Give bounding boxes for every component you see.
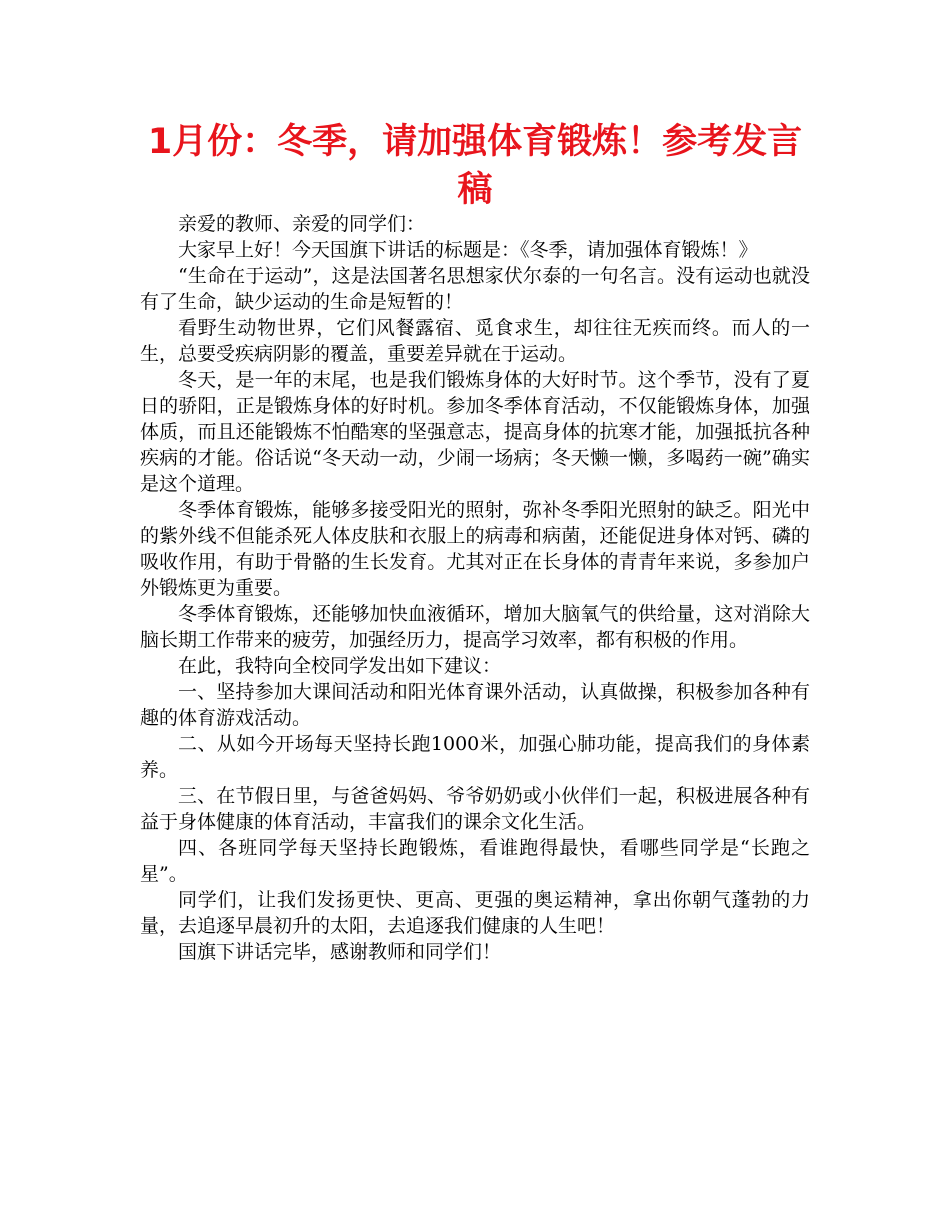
greeting-paragraph: 亲爱的教师、亲爱的同学们： — [178, 213, 426, 235]
body-paragraph: 看野生动物世界，它们风餐露宿、觅食求生，却往往无疾而终。而人的一生，总要受疾病阴影的覆盖，重要差异就在于运动。 — [140, 317, 810, 365]
body-paragraph: 冬季体育锻炼，还能够加快血液循环，增加大脑氧气的供给量，这对消除大脑长期工作带来的疲劳，加强经历力，提高学习效率，都有积极的作用。 — [140, 603, 810, 651]
suggestion-item: 二、从如今开场每天坚持长跑1000米，加强心肺功能，提高我们的身体素养。 — [140, 733, 810, 781]
suggestion-item: 三、在节假日里，与爸爸妈妈、爷爷奶奶或小伙伴们一起，积极进展各种有益于身体健康的体育活动，丰富我们的课余文化生活。 — [140, 785, 810, 833]
body-paragraph: 冬季体育锻炼，能够多接受阳光的照射，弥补冬季阳光照射的缺乏。阳光中的紫外线不但能杀死人体皮肤和衣服上的病毒和病菌，还能促进身体对钙、磷的吸收作用，有助于骨骼的生长发育。尤其对正在长身体的青青年来说，多参加户外锻炼更为重要。 — [140, 499, 810, 599]
suggestion-intro-paragraph: 在此，我特向全校同学发出如下建议： — [178, 655, 502, 677]
closing-paragraph: 同学们，让我们发扬更快、更高、更强的奥运精神，拿出你朝气蓬勃的力量，去追逐早晨初升的太阳，去追逐我们健康的人生吧！ — [140, 889, 810, 937]
body-paragraph: 冬天，是一年的末尾，也是我们锻炼身体的大好时节。这个季节，没有了夏日的骄阳，正是锻炼身体的好时机。参加冬季体育活动，不仅能锻炼身体，加强体质，而且还能锻炼不怕酷寒的坚强意志，提高身体的抗寒才能，加强抵抗各种疾病的才能。俗话说“冬天动一动，少闹一场病；冬天懒一懒，多喝药一碗”确实是这个道理。 — [140, 369, 810, 495]
suggestion-item: 一、坚持参加大课间活动和阳光体育课外活动，认真做操，积极参加各种有趣的体育游戏活动。 — [140, 681, 810, 729]
suggestion-item: 四、各班同学每天坚持长跑锻炼，看谁跑得最快，看哪些同学是“长跑之星”。 — [140, 837, 810, 885]
body-paragraph: “生命在于运动”，这是法国著名思想家伏尔泰的一句名言。没有运动也就没有了生命，缺少运动的生命是短暂的！ — [140, 265, 810, 313]
thanks-paragraph: 国旗下讲话完毕，感谢教师和同学们！ — [178, 941, 502, 963]
opening-paragraph: 大家早上好！今天国旗下讲话的标题是：《冬季，请加强体育锻炼！》 — [178, 239, 758, 261]
document-body — [140, 211, 810, 965]
document-title: 1月份：冬季，请加强体育锻炼！参考发言稿 — [147, 122, 803, 210]
